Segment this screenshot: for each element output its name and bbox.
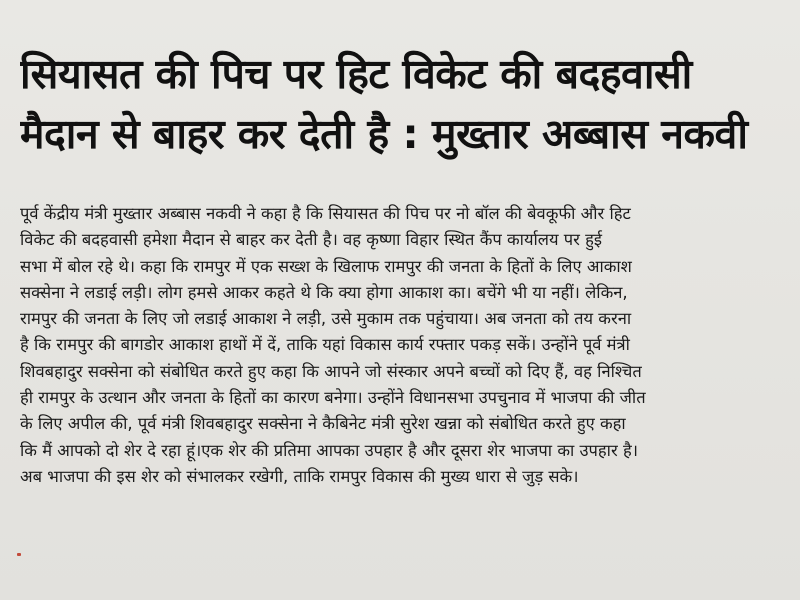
article-line-1: पूर्व केंद्रीय मंत्री मुख्तार अब्बास नकवी ने कहा है कि सियासत की पिच पर नो बॉल की बेवकूफी और हिट (20, 204, 631, 223)
article-line-10: कि मैं आपको दो शेर दे रहा हूं।एक शेर की प्रतिमा आपका उपहार है और दूसरा शेर भाजपा का उपहार है। (20, 440, 638, 460)
article-line-9: के लिए अपील की, पूर्व मंत्री शिवबहादुर सक्सेना ने कैबिनेट मंत्री सुरेश खन्ना को संबोधित करते हुए कहा (20, 414, 626, 434)
article-line-6: है कि रामपुर की बागडोर आकाश हाथों में दें, ताकि यहां विकास कार्य रफ्तार पकड़ सकें। उन्होंने पूर्व मंत्री (20, 335, 630, 355)
headline-line-1: सियासत की पिच पर हिट विकेट की बदहवासी (20, 50, 692, 98)
article-line-8: ही रामपुर के उत्थान और जनता के हितों का कारण बनेगा। उन्होंने विधानसभा उपचुनाव में भाजपा की जीत (20, 388, 646, 408)
article-line-5: रामपुर की जनता के लिए जो लडाई आकाश ने लड़ी, उसे मुकाम तक पहुंचाया। अब जनता को तय करना (20, 309, 632, 329)
print-speck (17, 553, 21, 556)
article-line-11: अब भाजपा की इस शेर को संभालकर रखेगी, ताकि रामपुर विकास की मुख्य धारा से जुड़ सके। (20, 466, 579, 486)
article-line-3: सभा में बोल रहे थे। कहा कि रामपुर में एक सख्श के खिलाफ रामपुर की जनता के हितों के लिए आकाश (20, 256, 632, 276)
article-line-4: सक्सेना ने लडाई लड़ी। लोग हमसे आकर कहते थे कि क्या होगा आकाश का। बचेंगे भी या नहीं। लेकिन, (20, 282, 628, 302)
article-line-2: विकेट की बदहवासी हमेशा मैदान से बाहर कर देती है। वह कृष्णा विहार स्थित कैंप कार्यालय पर हुई (20, 230, 603, 250)
headline-line-2: मैदान से बाहर कर देती है : मुख्तार अब्बास नकवी (20, 110, 748, 158)
article-body (20, 201, 780, 490)
headline (20, 44, 785, 164)
article-line-7: शिवबहादुर सक्सेना को संबोधित करते हुए कहा कि आपने जो संस्कार अपने बच्चों को दिए हैं, वह निश्चित (20, 361, 642, 381)
